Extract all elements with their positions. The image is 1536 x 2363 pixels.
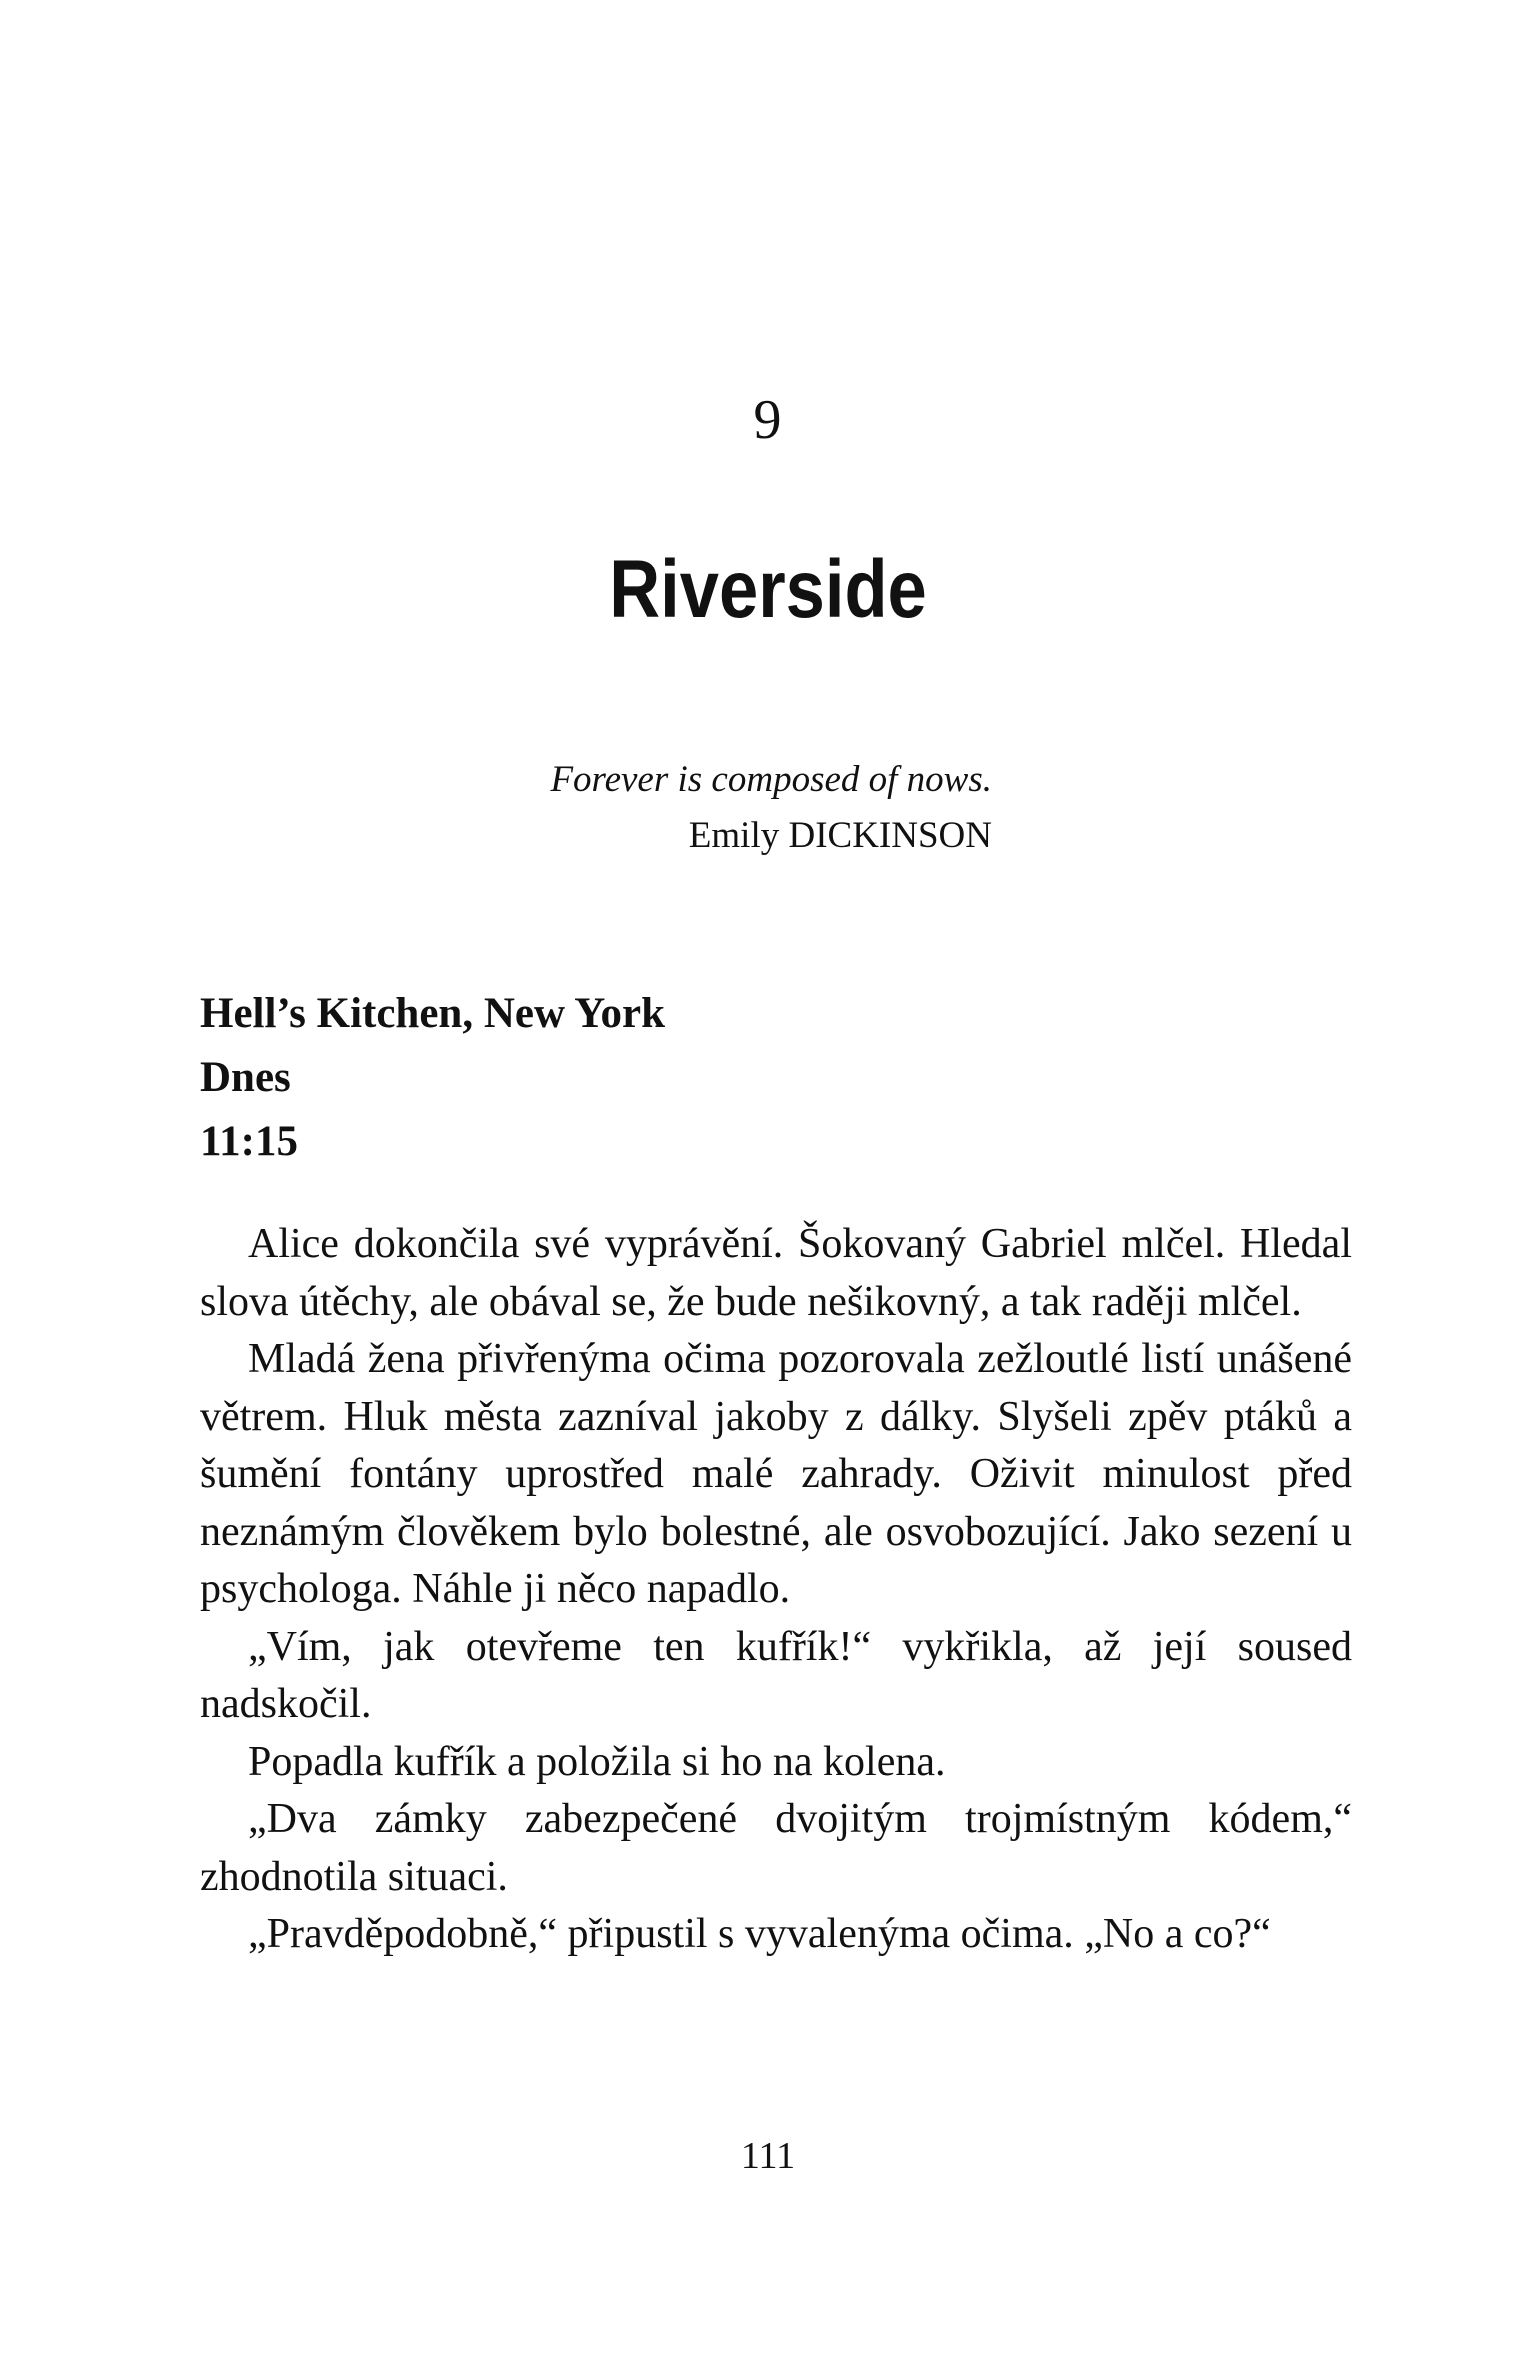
- paragraph: Mladá žena přivřenýma očima pozorovala zežloutlé listí unášené větrem. Hluk města zazníval jakoby z dálky. Slyšeli zpěv ptáků a šumění fontány uprostřed malé zahrady. Oživit minulost před neznámým člověkem bylo bolestné, ale osvobozující. Jako sezení u psychologa. Náhle ji něco napadlo.: [200, 1336, 1352, 1612]
- paragraph: Popadla kufřík a položila si ho na kolena.: [248, 1738, 946, 1785]
- epigraph: [550, 752, 992, 864]
- scene-time: 11:15: [200, 1118, 298, 1165]
- scene-heading: [200, 982, 665, 1174]
- epigraph-quote: Forever is composed of nows.: [550, 759, 992, 800]
- scene-day: Dnes: [200, 1054, 291, 1101]
- scene-place: Hell’s Kitchen, New York: [200, 990, 665, 1037]
- chapter-title: Riverside: [609, 544, 927, 635]
- paragraph: „Dva zámky zabezpečené dvojitým trojmístným kódem,“ zhodnotila situaci.: [200, 1796, 1352, 1900]
- body-text: [200, 1216, 1352, 1964]
- chapter-number: 9: [753, 389, 783, 451]
- page-number: 111: [740, 2135, 796, 2177]
- paragraph: „Pravděpodobně,“ připustil s vyvalenýma očima. „No a co?“: [248, 1911, 1271, 1957]
- paragraph: Alice dokončila své vyprávění. Šokovaný Gabriel mlčel. Hledal slova útěchy, ale obával se, že bude nešikovný, a tak raději mlčel.: [200, 1221, 1352, 1325]
- epigraph-author: Emily DICKINSON: [688, 815, 992, 856]
- paragraph: „Vím, jak otevřeme ten kufřík!“ vykřikla, až její soused nadskočil.: [200, 1623, 1352, 1727]
